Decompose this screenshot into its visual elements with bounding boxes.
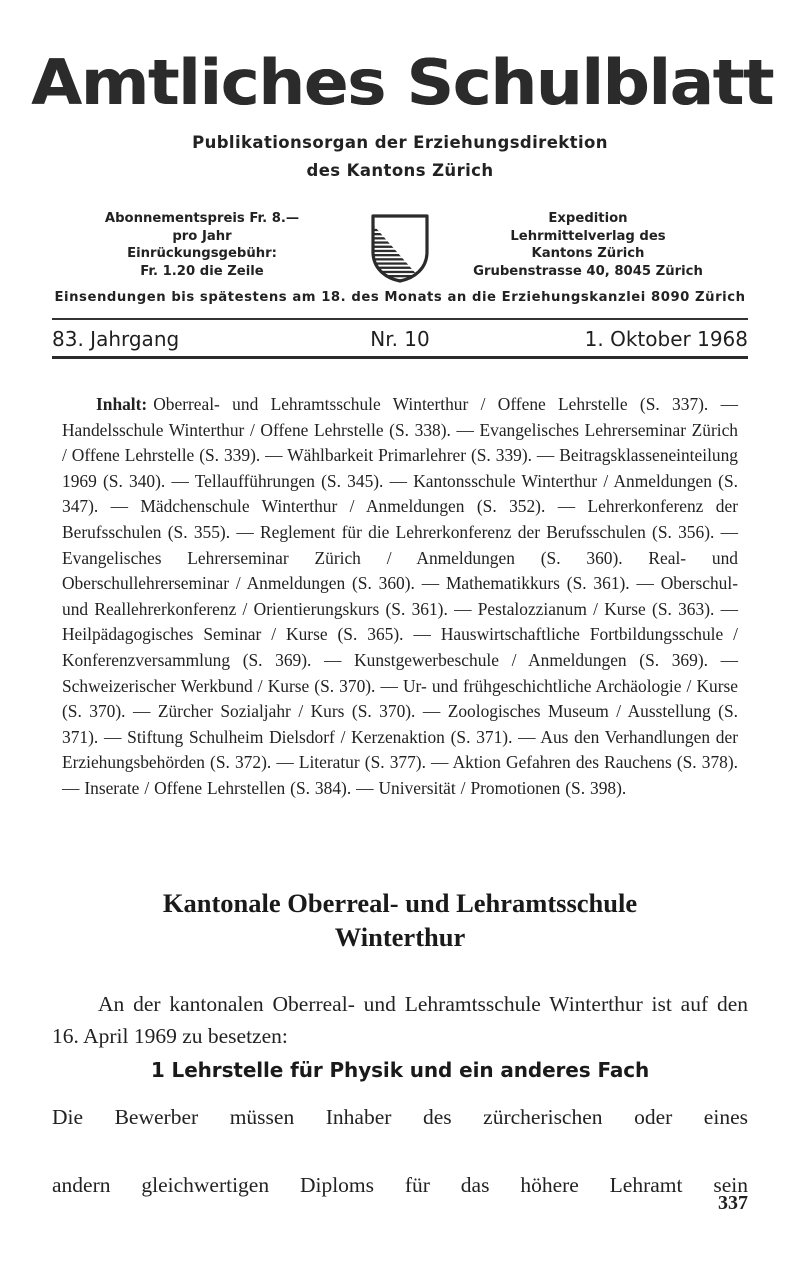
masthead-info-bar xyxy=(52,210,748,288)
contents-label: Inhalt: xyxy=(96,394,148,414)
subscription-line: Einrückungsgebühr: xyxy=(127,246,277,262)
issue-bar xyxy=(52,324,748,354)
contents-body: Oberreal- und Lehramtsschule Winterthur / Offene Lehrstelle (S. 337). — Handelsschule Winterthur / Offene Lehrstelle (S. 338). — Evangelisches Lehrerseminar Zürich / Offene Lehrstelle (S. 339). — Wählbarkeit Primarlehrer (S. 339). — Beitragsklasseneinteilung 1969 (S. 340). — Tellaufführungen (S. 345). — Kantonsschule Winterthur / Anmeldungen (S. 347). — Mädchenschule Winterthur / Anmeldungen (S. 352). — Lehrerkonferenz der Berufsschulen (S. 355). — Reglement für die Lehrerkonferenz der Berufsschulen (S. 356). — Evangelisches Lehrerseminar Zürich / Anmeldungen (S. 360). Real- und Oberschullehrerseminar / Anmeldungen (S. 360). — Mathematikkurs (S. 361). — Oberschul- und Reallehrerkonferenz / Orientierungskurs (S. 361). — Pestalozzianum / Kurse (S. 363). — Heilpädagogisches Seminar / Kurse (S. 365). — Hauswirtschaftliche Fortbildungsschule / Konferenzversammlung (S. 369). — Kunstgewerbeschule / Anmeldungen (S. 369). — Schweizerischer Werkbund / Kurse (S. 370). — Ur- und frühgeschichtliche Archäologie / Kurse (S. 370). — Zürcher Sozialjahr / Kurs (S. 370). — Zoologisches Museum / Ausstellung (S. 371). — Stiftung Schulheim Dielsdorf / Kerzenaktion (S. 371). — Aus den Verhandlungen der Erziehungsbehörden (S. 372). — Literatur (S. 377). — Aktion Gefahren des Rauchens (S. 378). — Inserate / Offene Lehrstellen (S. 384). — Universität / Promotionen (S. 398). xyxy=(62,394,738,798)
requirements-line1: Die Bewerber müssen Inhaber des zürcherischen oder eines xyxy=(52,1105,748,1129)
zurich-coat-of-arms-icon xyxy=(369,212,431,284)
issue-rule-bottom xyxy=(52,356,748,359)
subscription-info xyxy=(52,210,352,280)
subscription-line: pro Jahr xyxy=(172,228,232,244)
table-of-contents xyxy=(62,392,738,802)
subscription-line: Abonnementspreis Fr. 8.— xyxy=(104,211,300,226)
article-title-line2: Winterthur xyxy=(334,922,466,952)
requirements-line2: andern gleichwertigen Diploms für das höhere Lehramt sein xyxy=(52,1173,748,1197)
subscription-line: Fr. 1.20 die Zeile xyxy=(140,263,264,279)
publication-subtitle-line2: des Kantons Zürich xyxy=(306,161,494,180)
expedition-info xyxy=(428,210,748,280)
expedition-line: Kantons Zürich xyxy=(531,246,645,262)
issue-rule-top xyxy=(52,318,748,320)
job-posting-headline: 1 Lehrstelle für Physik und ein anderes Fach xyxy=(150,1058,650,1082)
masthead xyxy=(31,46,773,180)
article-paragraph-requirements xyxy=(52,1100,748,1236)
expedition-line: Lehrmittelverlag des xyxy=(510,228,666,244)
article-paragraph-intro xyxy=(52,988,748,1052)
article-title xyxy=(62,886,738,954)
issue-number: Nr. 10 xyxy=(370,327,430,351)
submission-deadline-note: Einsendungen bis spätestens am 18. des Monats an die Erziehungskanzlei 8090 Zürich xyxy=(54,290,746,305)
page-number: 337 xyxy=(718,1192,748,1214)
expedition-line: Grubenstrasse 40, 8045 Zürich xyxy=(473,263,703,279)
issue-date: 1. Oktober 1968 xyxy=(584,327,748,351)
publication-subtitle-line1: Publikationsorgan der Erziehungsdirektion xyxy=(192,133,608,152)
article-title-line1: Kantonale Oberreal- und Lehramtsschule xyxy=(162,888,638,918)
publication-title: Amtliches Schulblatt xyxy=(31,46,773,119)
expedition-line: Expedition xyxy=(548,211,628,226)
article-intro-text: An der kantonalen Oberreal- und Lehramtsschule Winterthur ist auf den 16. April 1969 zu besetzen: xyxy=(52,992,748,1048)
issue-volume: 83. Jahrgang xyxy=(52,327,180,351)
